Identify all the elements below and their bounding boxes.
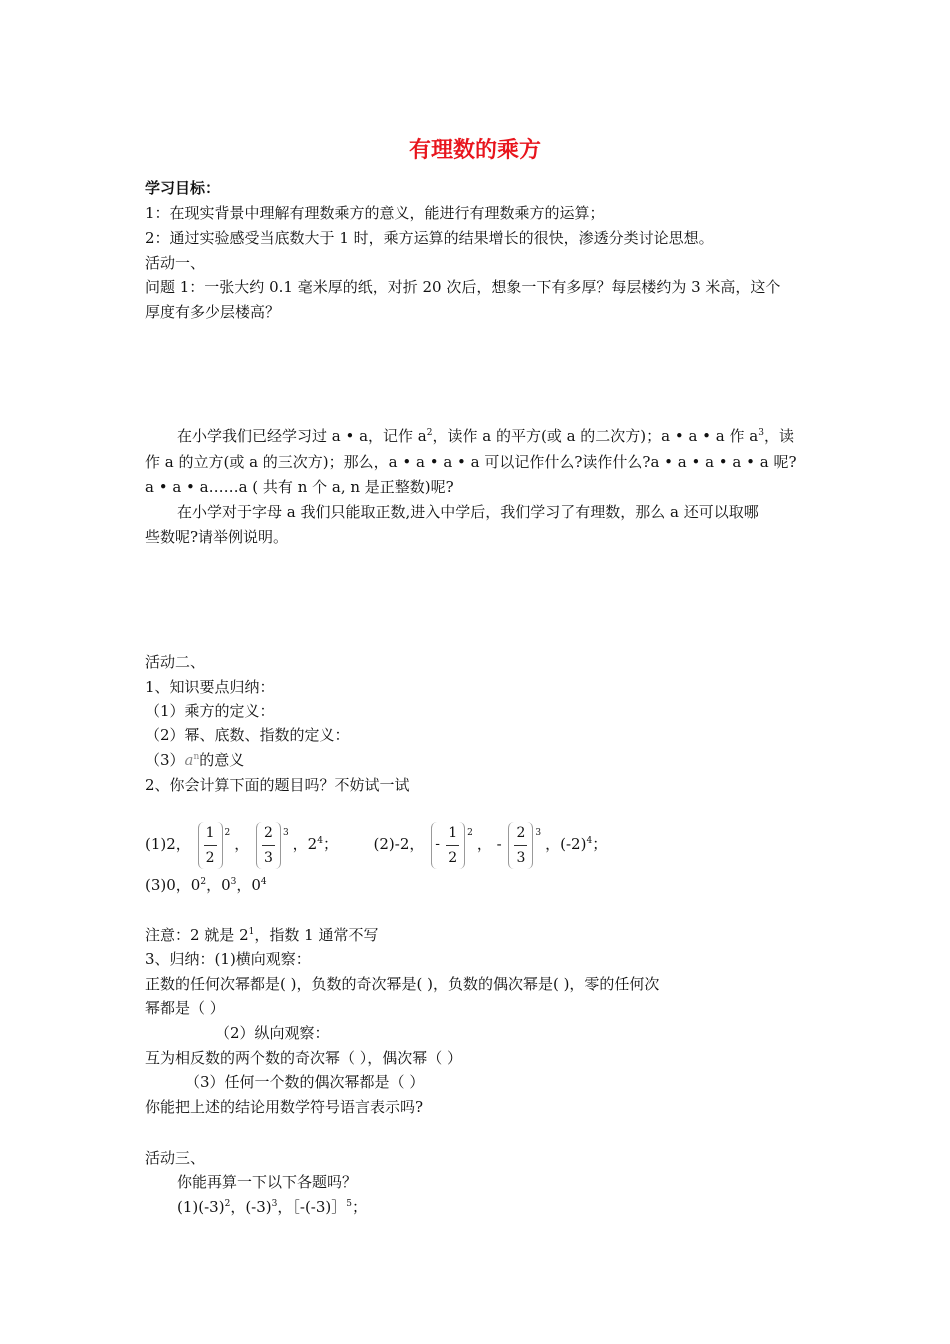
fraction-two-thirds: $\frac{2}{3}$ bbox=[256, 822, 281, 869]
calc-heading: 2、你会计算下面的题目吗？不妨试一试 bbox=[145, 776, 410, 794]
paragraph2-line2: 些数呢?请举例说明。 bbox=[145, 528, 289, 546]
fraction-half: $\frac{1}{2}$ bbox=[198, 822, 223, 869]
fraction-neg-half: - 1 2 bbox=[431, 822, 465, 869]
fraction-two-thirds-2: $\frac{2}{3}$ bbox=[508, 822, 533, 869]
page-title: 有理数的乘方 bbox=[408, 137, 541, 163]
knowledge-item-2: （2）幂、底数、指数的定义： bbox=[145, 726, 350, 744]
activity3-exercise-1: $(1)(-3)^2$，$(-3)^3$，［-(-3)］$^5$； bbox=[177, 1198, 368, 1216]
objective-1: 1：在现实背景中理解有理数乘方的意义，能进行有理数乘方的运算； bbox=[145, 204, 605, 222]
objective-2: 2：通过实验感受当底数大于 1 时，乘方运算的结果增长的很快，渗透分类讨论思想。 bbox=[145, 229, 714, 247]
paragraph1-line1: 在小学我们已经学习过 a • a，记作 $a^2$，读作 a 的平方(或 a 的二次方)；a • a • a 作 $a^3$，读 bbox=[177, 427, 794, 445]
question1-line2: 厚度有多少层楼高？ bbox=[145, 303, 281, 321]
note: 注意：2 就是 $2^1$，指数 1 通常不写 bbox=[145, 926, 379, 944]
activity3-intro: 你能再算一下以下各题吗？ bbox=[177, 1173, 358, 1191]
summary-1-line1: 正数的任何次幂都是( )，负数的奇次幂是( )，负数的偶次幂是( )，零的任何次 bbox=[145, 975, 660, 993]
knowledge-heading: 1、知识要点归纳： bbox=[145, 678, 275, 696]
paragraph1-line2: 作 a 的立方(或 a 的三次方)；那么，a • a • a • a 可以记作什么?读作什么?a • a • a • a • a 呢? bbox=[145, 453, 797, 471]
paragraph1-line3: a • a • a……a ( 共有 n 个 a, n 是正整数)呢? bbox=[145, 478, 454, 496]
paragraph2-line1: 在小学对于字母 a 我们只能取正数,进入中学后，我们学习了有理数，那么 a 还可以取哪 bbox=[177, 503, 759, 521]
objectives-heading: 学习目标： bbox=[145, 179, 221, 197]
exercise-row-3: (3)0，$0^2$，$0^3$，$0^4$ bbox=[145, 876, 267, 894]
summary-1-line2: 幂都是（ ） bbox=[145, 999, 225, 1017]
knowledge-item-3: $(3)a^n$的意义 bbox=[145, 751, 245, 769]
activity3-heading: 活动三、 bbox=[145, 1149, 206, 1167]
summary-2-line: 互为相反数的两个数的奇次幂（ ），偶次幂（ ） bbox=[145, 1049, 463, 1067]
activity2-heading: 活动二、 bbox=[145, 653, 206, 671]
exercise-row-1-2: (1)2， $\frac{1}{2}$ $^2$， $\frac{2}{3}$ $^3$，$2^4$； (2)-2， - 1 2 $^2$， - $\frac{2}{3}$ $^3$，$(-2)^4$； bbox=[145, 810, 607, 869]
summary-3: （3）任何一个数的偶次幂都是（ ） bbox=[185, 1073, 425, 1091]
summary-heading: 3、归纳：(1)横向观察： bbox=[145, 950, 311, 968]
knowledge-item-1: （1）乘方的定义： bbox=[145, 702, 275, 720]
summary-2-heading: （2）纵向观察： bbox=[215, 1024, 330, 1042]
activity1-heading: 活动一、 bbox=[145, 254, 206, 272]
summary-question: 你能把上述的结论用数学符号语言表示吗? bbox=[145, 1098, 424, 1116]
question1-line1: 问题 1：一张大约 0.1 毫米厚的纸，对折 20 次后，想象一下有多厚？每层楼约为 3 米高，这个 bbox=[145, 278, 781, 296]
